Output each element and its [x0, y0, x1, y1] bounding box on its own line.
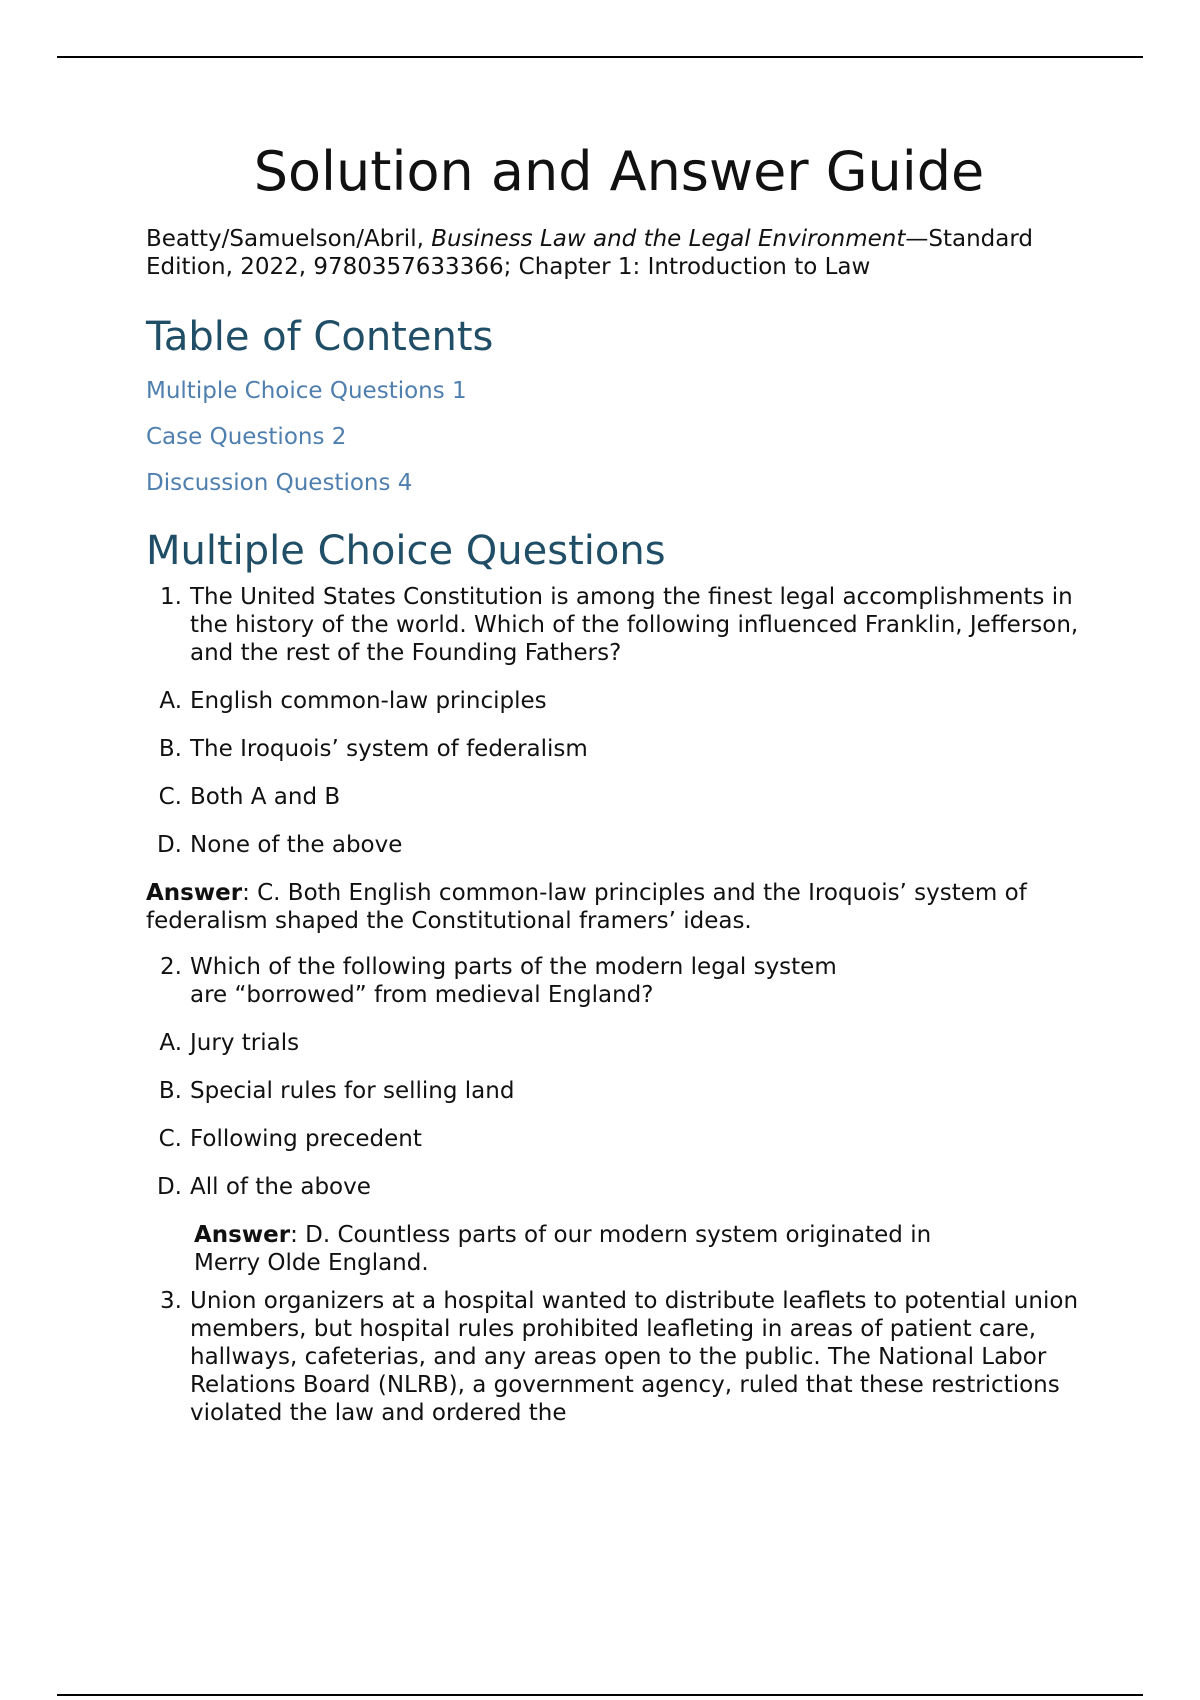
toc-link-multiple-choice[interactable]	[146, 378, 467, 404]
question-text: The United States Constitution is among the finest legal accomplishments in the history of the world. Which of the following influenced Franklin, Jefferson, and the rest of the Founding Fathers?	[190, 583, 1079, 666]
option-letter: B.	[158, 1077, 182, 1104]
citation	[146, 225, 1092, 281]
option-letter: C.	[158, 783, 182, 810]
option-text: Following precedent	[190, 1125, 422, 1152]
mcq-heading: Multiple Choice Questions	[146, 527, 666, 574]
toc-item-discussion-questions	[146, 469, 1092, 497]
toc-item-multiple-choice	[146, 377, 1092, 405]
question-number: 1.	[160, 583, 182, 610]
toc-link-case-questions[interactable]	[146, 424, 346, 450]
question-text: Union organizers at a hospital wanted to distribute leaflets to potential union members, but hospital rules prohibited leafleting in areas of patient care, hallways, cafeterias, and any areas open to the public. The National Labor Relations Board (NLRB), a government agency, ruled that these restrictions violated the law and ordered the	[190, 1287, 1079, 1426]
citation-prefix: Beatty/Samuelson/Abril,	[146, 225, 432, 252]
answer-text: : C. Both English common-law principles and the Iroquois’ system of federalism shaped the Constitutional framers’ ideas.	[146, 879, 1027, 934]
option-letter: A.	[159, 687, 182, 714]
answer-1	[146, 879, 1092, 935]
toc-item-label: Case Questions	[146, 423, 325, 450]
option-text: Jury trials	[190, 1029, 300, 1056]
option-letter: D.	[156, 1173, 182, 1200]
option-text: Special rules for selling land	[190, 1077, 515, 1104]
option-2b	[146, 1077, 1092, 1105]
option-1c	[146, 783, 1092, 811]
question-1	[146, 583, 1092, 667]
answer-2	[194, 1221, 974, 1277]
option-2c	[146, 1125, 1092, 1153]
document-title: Solution and Answer Guide	[253, 140, 985, 203]
question-2	[146, 953, 1092, 1009]
question-number: 2.	[160, 953, 182, 980]
option-text: The Iroquois’ system of federalism	[190, 735, 588, 762]
document-body	[146, 140, 1092, 1427]
toc-item-case-questions	[146, 423, 1092, 451]
option-text: English common-law principles	[190, 687, 547, 714]
answer-text: : D. Countless parts of our modern system originated in Merry Olde England.	[194, 1221, 932, 1276]
answer-label: Answer	[194, 1221, 291, 1248]
option-letter: A.	[159, 1029, 182, 1056]
option-letter: C.	[158, 1125, 182, 1152]
answer-label: Answer	[146, 879, 243, 906]
toc-item-page: 2	[331, 423, 347, 450]
top-rule	[57, 56, 1143, 58]
option-text: None of the above	[190, 831, 403, 858]
option-text: Both A and B	[190, 783, 341, 810]
toc-item-page: 1	[452, 377, 467, 404]
option-text: All of the above	[190, 1173, 371, 1200]
toc-item-page: 4	[397, 469, 413, 496]
toc-link-discussion-questions[interactable]	[146, 470, 412, 496]
question-3	[146, 1287, 1092, 1427]
table-of-contents	[146, 377, 1092, 497]
toc-item-label: Discussion Questions	[146, 469, 391, 496]
question-text: Which of the following parts of the modern legal system are “borrowed” from medieval England?	[190, 953, 837, 1008]
citation-suffix: —Standard Edition, 2022, 9780357633366; Chapter 1: Introduction to Law	[146, 225, 1033, 280]
citation-book-title: Business Law and the Legal Environment	[431, 225, 906, 252]
question-number: 3.	[160, 1287, 182, 1314]
option-1d	[146, 831, 1092, 859]
option-2d	[146, 1173, 1092, 1201]
option-1b	[146, 735, 1092, 763]
option-letter: D.	[156, 831, 182, 858]
option-letter: B.	[158, 735, 182, 762]
toc-item-label: Multiple Choice Questions	[146, 377, 445, 404]
toc-heading: Table of Contents	[146, 313, 494, 360]
option-2a	[146, 1029, 1092, 1057]
bottom-rule	[57, 1694, 1143, 1696]
option-1a	[146, 687, 1092, 715]
